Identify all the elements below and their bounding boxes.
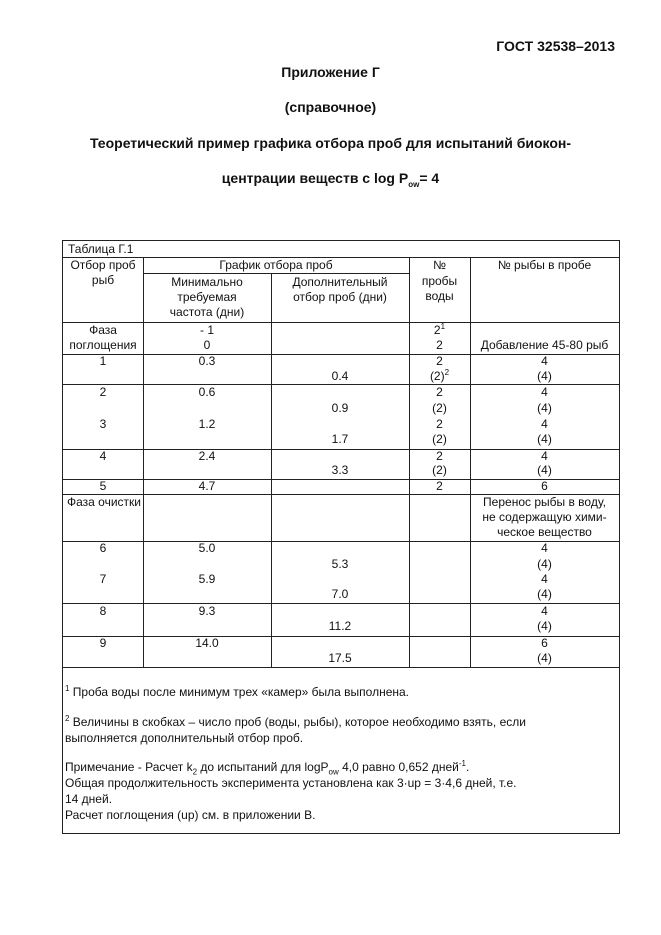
- cell-water: 2: [436, 479, 443, 493]
- cell-sample-no: 7: [99, 572, 107, 586]
- cell-water: $2^1$: [433, 322, 446, 337]
- cell-fish: (4): [537, 557, 552, 571]
- cell-fish: 4: [541, 604, 548, 618]
- cell-extra: 1.7: [331, 432, 349, 446]
- cell-fish: 4: [541, 449, 548, 463]
- cell-min: 9.3: [198, 604, 216, 618]
- cell-water: (2): [432, 463, 447, 477]
- cell-fish: 4: [541, 354, 548, 368]
- cell-fish: 6: [541, 479, 548, 493]
- uptake-phase-label: Фаза: [89, 323, 117, 337]
- footnote-2-cont: выполняется дополнительный отбор проб.: [65, 731, 304, 745]
- cell-extra: 0.9: [331, 401, 349, 415]
- col-header-water: воды: [425, 289, 454, 303]
- cell-sample-no: 9: [99, 636, 107, 650]
- cell-fish: 4: [541, 385, 548, 399]
- cell-fish: (4): [537, 587, 552, 601]
- cell-extra: 0.4: [331, 369, 349, 383]
- col-header-schedule: График отбора проб: [219, 258, 333, 272]
- document-title-line2: центрации веществ с $\log P_{ow}= 4$: [221, 170, 440, 189]
- cell-fish: Перенос рыбы в воду,: [483, 495, 606, 509]
- col-header-sampling: рыб: [91, 273, 115, 287]
- cell-extra: 17.5: [328, 651, 352, 665]
- remark: Примечание - Расчет $k_2$ до испытаний для logP$_{ow}$ 4,0 равно 0,652 дней$^{-1}$.: [65, 759, 470, 777]
- cell-extra: 3.3: [331, 463, 349, 477]
- cell-sample-no: 2: [99, 385, 107, 399]
- cell-fish: (4): [537, 369, 552, 383]
- cell-extra: 7.0: [331, 587, 349, 601]
- col-header-water: №: [433, 258, 446, 272]
- cell-fish: (4): [537, 401, 552, 415]
- col-header-min-freq: частота (дни): [169, 305, 245, 319]
- cell-fish: не содержащую хими-: [482, 510, 607, 524]
- cell-min: 1.2: [198, 417, 216, 431]
- cell-water: 2: [436, 385, 443, 399]
- uptake-phase-label: поглощения: [69, 338, 137, 352]
- standard-number: ГОСТ 32538–2013: [496, 38, 615, 54]
- col-header-fish: № рыбы в пробе: [497, 258, 592, 272]
- col-header-extra: отбор проб (дни): [293, 290, 387, 304]
- cell-extra: 5.3: [331, 557, 349, 571]
- cell-min: 0.3: [198, 354, 216, 368]
- cell-fish: 4: [541, 572, 548, 586]
- cell-water: 2: [436, 417, 443, 431]
- cell-sample-no: 8: [99, 604, 107, 618]
- cell-fish: ческое вещество: [497, 525, 592, 539]
- row-divider: [143, 273, 409, 274]
- cell-fish: 6: [541, 636, 548, 650]
- cell-water: 2: [436, 338, 443, 352]
- cell-fish: (4): [537, 651, 552, 665]
- cell-fish: (4): [537, 619, 552, 633]
- duration-note-cont: 14 дней.: [65, 792, 113, 806]
- cell-water: (2): [432, 432, 447, 446]
- col-header-min-freq: Минимально: [171, 275, 243, 289]
- document-title-line1: Теоретический пример графика отбора проб для испытаний биокон-: [89, 135, 572, 151]
- cell-min: 5.9: [198, 572, 216, 586]
- cell-extra: 11.2: [328, 619, 352, 633]
- cell-sample-no: 5: [99, 479, 107, 493]
- col-header-sampling: Отбор проб: [70, 258, 136, 272]
- table-caption: Таблица Г.1: [68, 242, 134, 256]
- cell-min: 0: [203, 338, 211, 352]
- cell-fish: 4: [541, 417, 548, 431]
- cell-sample-no: 1: [99, 354, 107, 368]
- cell-water: $(2)^2$: [429, 368, 450, 383]
- cell-min: 0.6: [198, 385, 216, 399]
- cell-sample-no: 3: [99, 417, 107, 431]
- cell-fish: Добавление 45-80 рыб: [480, 338, 609, 352]
- col-header-min-freq: требуемая: [177, 290, 237, 304]
- cell-fish: (4): [537, 463, 552, 477]
- cell-sample-no: 6: [99, 541, 107, 555]
- cell-fish: 4: [541, 541, 548, 555]
- cell-water: (2): [432, 401, 447, 415]
- uptake-calc-note: Расчет поглощения (up) см. в приложении В.: [65, 808, 316, 822]
- cell-min: - 1: [199, 323, 214, 337]
- cell-min: 5.0: [198, 541, 216, 555]
- appendix-reference: (справочное): [284, 99, 377, 115]
- footnote-2: $^2$ Величины в скобках – число проб (воды, рыбы), которое необходимо взять, если: [65, 714, 526, 729]
- footnote-1: $^1$ Проба воды после минимум трех «камер» была выполнена.: [65, 684, 410, 699]
- sampling-table: [62, 240, 620, 834]
- cell-min: 2.4: [198, 449, 216, 463]
- duration-note: Общая продолжительность эксперимента установлена как 3·up = 3·4,6 дней, т.е.: [65, 776, 517, 790]
- appendix-title: Приложение Г: [281, 64, 380, 80]
- cell-fish: (4): [537, 432, 552, 446]
- cell-water: 2: [436, 449, 443, 463]
- cell-min: 4.7: [198, 479, 216, 493]
- col-header-extra: Дополнительный: [292, 275, 388, 289]
- depuration-phase-label: Фаза очистки: [67, 495, 141, 509]
- row-divider: [63, 667, 619, 668]
- col-header-water: пробы: [421, 274, 458, 288]
- cell-water: 2: [436, 354, 443, 368]
- cell-min: 14.0: [195, 636, 219, 650]
- cell-sample-no: 4: [99, 449, 107, 463]
